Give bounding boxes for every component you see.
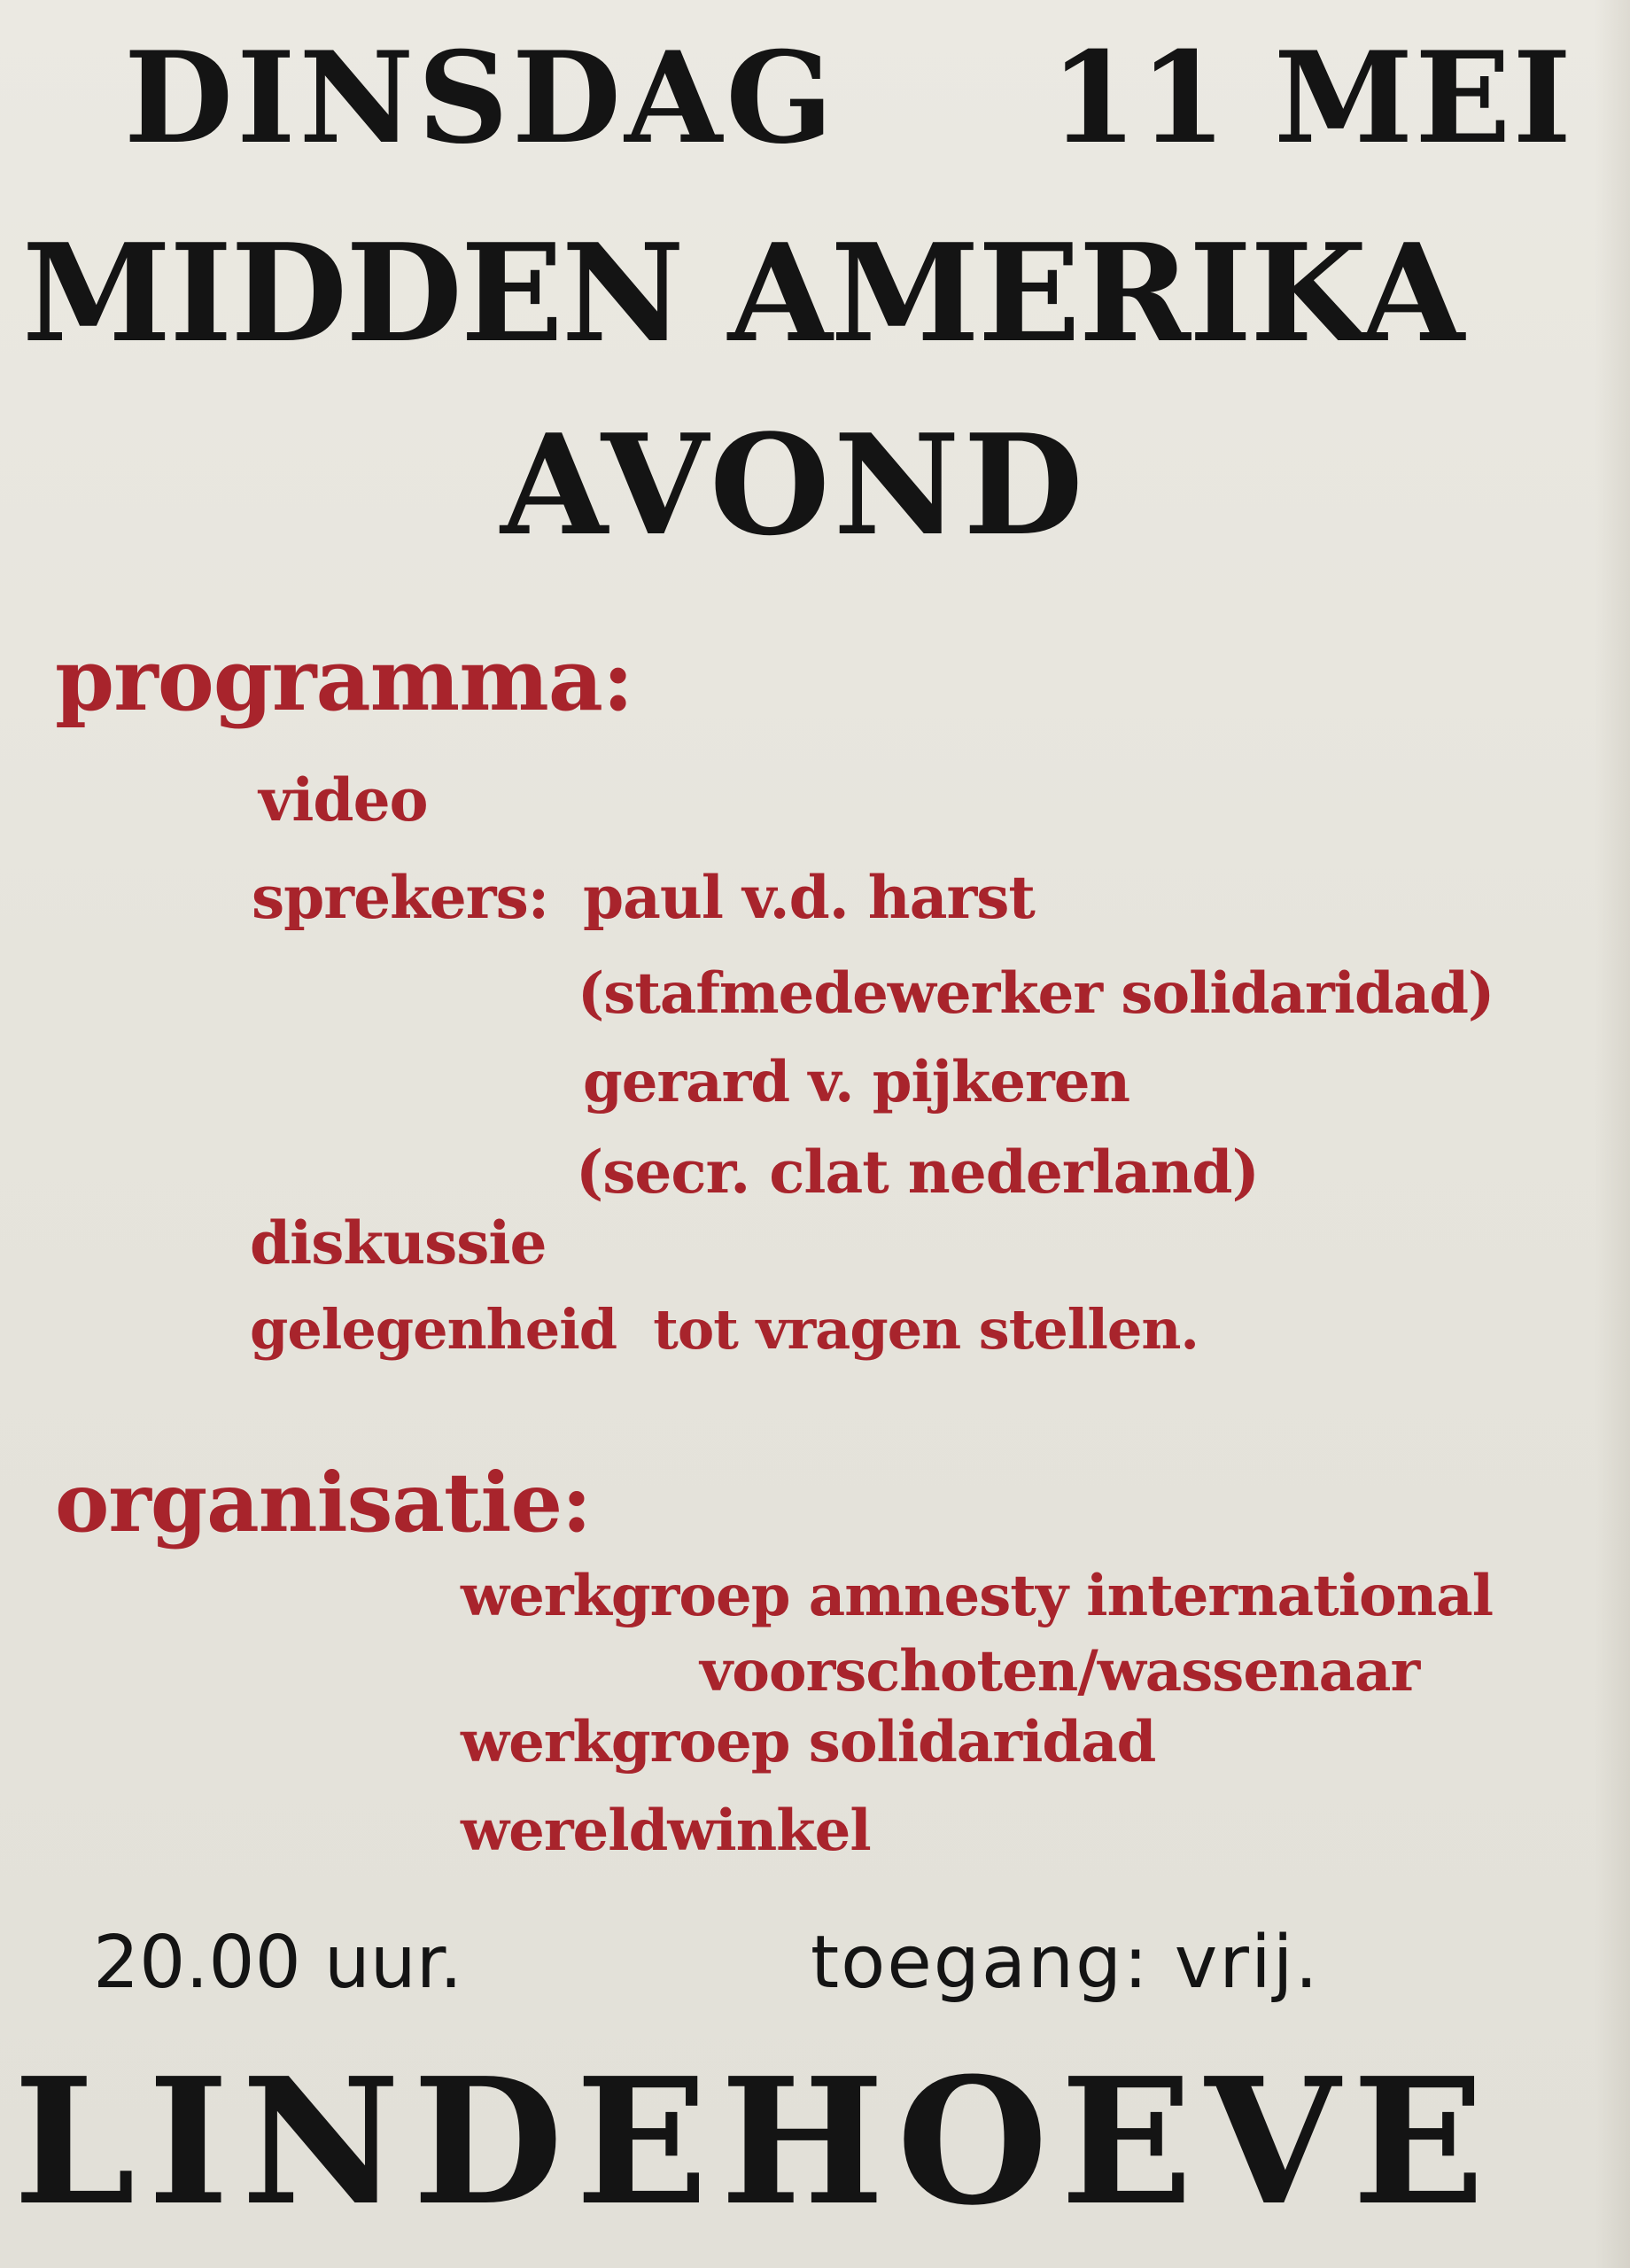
- org-line-4: wereldwinkel: [461, 1798, 871, 1864]
- header-title: MIDDEN AMERIKA: [22, 214, 1463, 372]
- org-line-1: werkgroep amnesty international: [461, 1563, 1493, 1629]
- organisatie-heading: organisatie:: [55, 1455, 591, 1550]
- programma-heading: programma:: [55, 630, 633, 730]
- speaker2-name: gerard v. pijkeren: [583, 1049, 1129, 1115]
- org-line-3: werkgroep solidaridad: [461, 1709, 1156, 1775]
- entry-info: toegang: vrij.: [811, 1921, 1320, 2005]
- org-line-2: voorschoten/wassenaar: [700, 1638, 1420, 1705]
- program-item-video: video: [259, 765, 428, 835]
- program-sprekers-label: sprekers:: [252, 863, 549, 932]
- speaker2-role: (secr. clat nederland): [576, 1138, 1259, 1207]
- event-time: 20.00 uur.: [93, 1921, 463, 2005]
- header-date: 11 MEI: [1050, 25, 1573, 172]
- header-subtitle: AVOND: [501, 404, 1087, 566]
- venue-name: LINDEHOEVE: [13, 2040, 1497, 2244]
- speaker1-name: paul v.d. harst: [583, 863, 1035, 932]
- paper-edge-shadow: [1595, 0, 1630, 2268]
- header-day: DINSDAG: [124, 25, 837, 172]
- speaker1-role: (stafmedewerker solidaridad): [578, 960, 1494, 1027]
- program-item-vragen: gelegenheid tot vragen stellen.: [250, 1297, 1199, 1362]
- program-item-diskussie: diskussie: [250, 1208, 547, 1278]
